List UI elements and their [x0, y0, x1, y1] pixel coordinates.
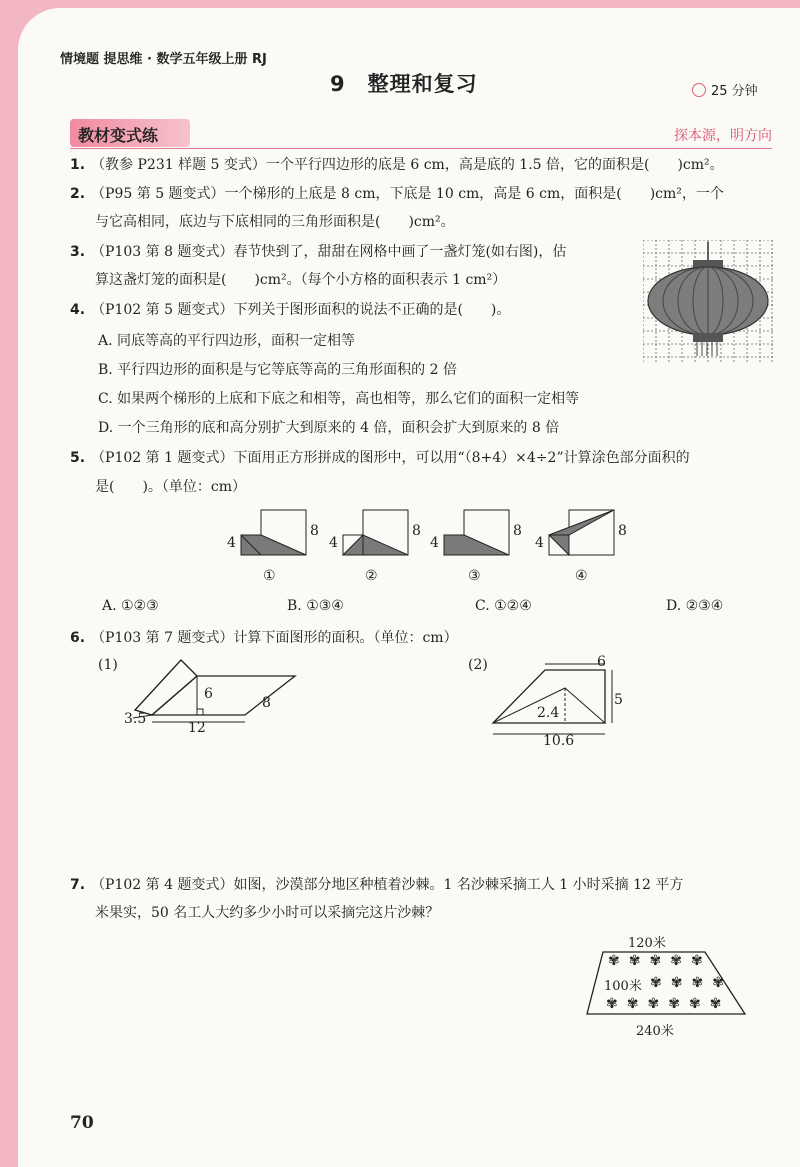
option-d: D. 一个三角形的底和高分别扩大到原来的 4 倍，面积会扩大到原来的 8 倍	[98, 420, 560, 436]
plant-icon: ✾	[626, 996, 648, 1012]
question-2	[70, 184, 724, 204]
section-tag: 探本源，明方向	[674, 128, 772, 144]
plant-icon: ✾	[608, 953, 629, 969]
time-text: 25 分钟	[711, 84, 758, 99]
q5-option-d: D. ②③④	[666, 598, 724, 614]
question-text: （P103 第 7 题变式）计算下面图形的面积。（单位：cm）	[91, 630, 458, 646]
fig6-1-left: 3.5	[124, 711, 147, 727]
plant-icon: ✾	[712, 975, 733, 991]
question-7	[70, 875, 683, 895]
figure-6-1	[125, 652, 315, 737]
fig7-bottom: 240米	[636, 1024, 674, 1039]
q5-option-b: B. ①③④	[287, 598, 344, 614]
plant-icon: ✾	[688, 996, 710, 1012]
fig6-1-side: 8	[262, 695, 271, 711]
plant-icon: ✾	[690, 953, 712, 969]
fig7-height: 100米	[604, 979, 642, 994]
plant-icon: ✾	[670, 953, 691, 969]
q5-option-a: A. ①②③	[102, 598, 159, 614]
figure-1	[241, 510, 306, 555]
plant-row-3	[606, 996, 730, 1012]
option-c: C. 如果两个梯形的上底和下底之和相等，高也相等，那么它们的面积一定相等	[98, 391, 580, 407]
fig6-2-inner: 2.4	[537, 705, 560, 721]
question-7-line-2: 米果实，50 名工人大约多少小时可以采摘完这片沙棘？	[95, 905, 440, 921]
section-divider	[70, 148, 772, 149]
figure-label-2: ②	[365, 568, 378, 584]
option-a: A. 同底等高的平行四边形，面积一定相等	[98, 333, 356, 349]
question-text: （P103 第 8 题变式）春节快到了，甜甜在网格中画了一盏灯笼(如右图)，估	[91, 244, 567, 260]
fig1-small-label: 4	[227, 535, 236, 551]
plant-icon: ✾	[606, 996, 627, 1012]
question-number: 2.	[70, 186, 86, 202]
fig6-2-label: (2)	[468, 657, 488, 673]
plant-row-2	[650, 975, 733, 991]
section-title: 教材变式练	[78, 126, 159, 145]
question-text: （教参 P231 样题 5 变式）一个平行四边形的底是 6 cm，高是底的 1.5 倍，它的面积是( )cm²。	[91, 157, 724, 173]
question-number: 6.	[70, 630, 86, 646]
fig3-big-label: 8	[513, 523, 522, 539]
fig7-top: 120米	[628, 936, 666, 951]
plant-icon: ✾	[668, 996, 689, 1012]
fig2-big-label: 8	[412, 523, 421, 539]
question-1	[70, 155, 724, 175]
plant-icon: ✾	[670, 975, 692, 991]
fig2-small-label: 4	[329, 535, 338, 551]
fig1-big-label: 8	[310, 523, 319, 539]
question-3-line-2: 算这盏灯笼的面积是( )cm²。（每个小方格的面积表示 1 cm²）	[95, 272, 507, 288]
page-number: 70	[70, 1113, 94, 1133]
question-4	[70, 300, 510, 320]
figure-label-4: ④	[575, 568, 588, 584]
plant-icon: ✾	[647, 996, 669, 1012]
question-6	[70, 628, 458, 648]
plant-icon: ✾	[709, 996, 731, 1012]
figure-4	[549, 510, 614, 555]
question-number: 3.	[70, 244, 86, 260]
plant-icon: ✾	[649, 953, 671, 969]
fig6-1-label: (1)	[98, 657, 118, 673]
question-2-line-2: 与它高相同，底边与下底相同的三角形面积是( )cm²。	[95, 214, 455, 230]
option-b: B. 平行四边形的面积是与它等底等高的三角形面积的 2 倍	[98, 362, 457, 378]
figure-2	[343, 510, 408, 555]
lantern-figure	[643, 240, 773, 365]
question-number: 1.	[70, 157, 86, 173]
fig6-1-height: 6	[204, 686, 213, 702]
fig6-2-height: 5	[614, 692, 623, 708]
plant-icon: ✾	[650, 975, 671, 991]
clock-icon	[692, 83, 706, 97]
fig3-small-label: 4	[430, 535, 439, 551]
chapter-title: 9 整理和复习	[330, 72, 478, 96]
figure-label-3: ③	[468, 568, 481, 584]
fig4-small-label: 4	[535, 535, 544, 551]
figure-label-1: ①	[263, 568, 276, 584]
question-text: （P102 第 5 题变式）下列关于图形面积的说法不正确的是( )。	[91, 302, 511, 318]
fig4-big-label: 8	[618, 523, 627, 539]
q5-option-c: C. ①②④	[475, 598, 532, 614]
question-text: （P102 第 1 题变式）下面用正方形拼成的图形中，可以用“（8+4）×4÷2”计算涂色部分面积的	[91, 450, 690, 466]
plant-row-1	[608, 953, 712, 969]
question-number: 4.	[70, 302, 86, 318]
question-5-line-2: 是( )。（单位：cm）	[95, 479, 247, 495]
time-label	[692, 80, 758, 99]
question-number: 7.	[70, 877, 86, 893]
fig6-2-top: 6	[597, 654, 606, 670]
question-text: （P95 第 5 题变式）一个梯形的上底是 8 cm，下底是 10 cm，高是 6 cm，面积是( )cm²，一个	[91, 186, 724, 202]
fig6-1-base: 12	[188, 720, 206, 736]
plant-icon: ✾	[628, 953, 650, 969]
fig6-2-base: 10.6	[543, 733, 575, 749]
question-3	[70, 242, 566, 262]
plant-icon: ✾	[691, 975, 713, 991]
question-text: （P102 第 4 题变式）如图，沙漠部分地区种植着沙棘。1 名沙棘采摘工人 1 小时采摘 12 平方	[91, 877, 684, 893]
question-5	[70, 448, 690, 468]
question-number: 5.	[70, 450, 86, 466]
series-title: 情境题 提思维 · 数学五年级上册 RJ	[60, 52, 267, 67]
figure-3	[444, 510, 509, 555]
